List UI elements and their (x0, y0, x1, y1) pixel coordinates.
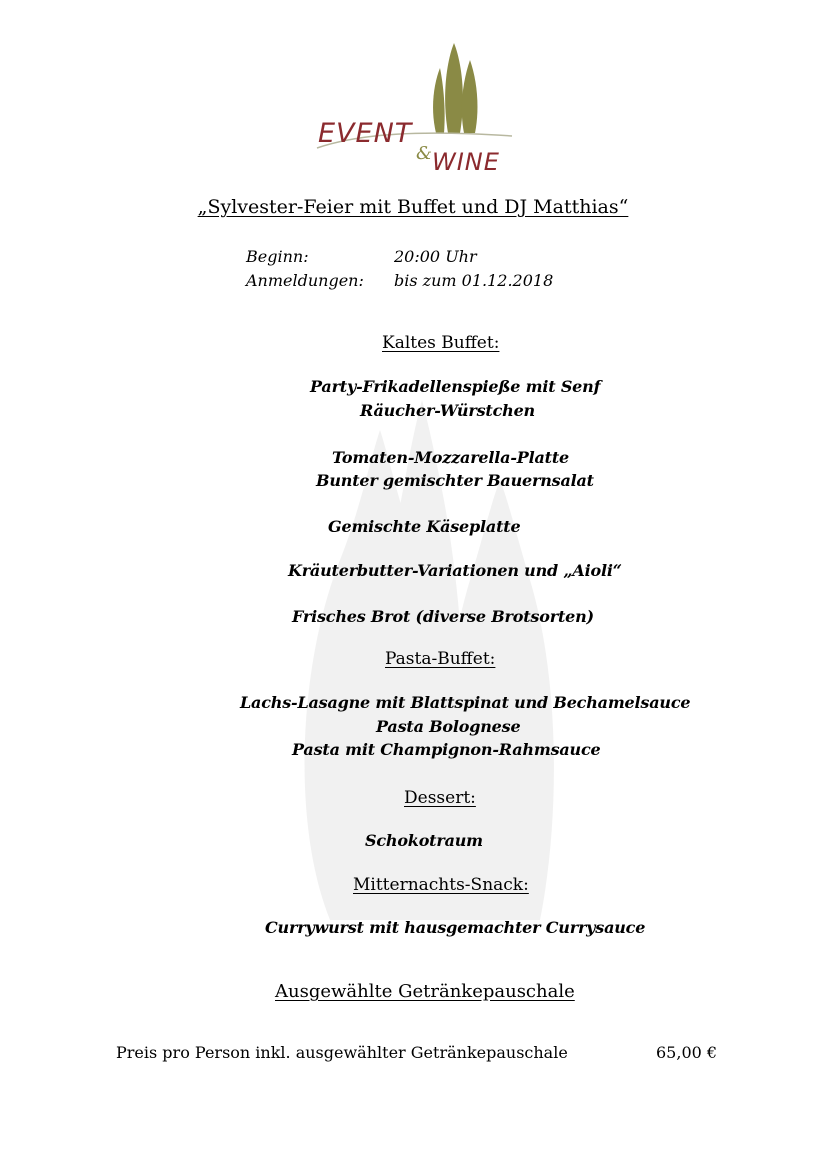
menu-item: Räucher-Würstchen (360, 401, 535, 420)
signup-value: bis zum 01.12.2018 (394, 271, 554, 290)
drinks-heading: Ausgewählte Getränkepauschale (275, 981, 575, 1002)
menu-item: Party-Frikadellenspieße mit Senf (310, 377, 601, 396)
pasta-buffet-heading: Pasta-Buffet: (385, 649, 496, 669)
menu-item: Pasta Bolognese (376, 717, 521, 736)
menu-item: Frisches Brot (diverse Brotsorten) (292, 607, 594, 626)
menu-item: Bunter gemischter Bauernsalat (316, 471, 594, 490)
menu-item: Schokotraum (365, 831, 483, 850)
menu-item: Tomaten-Mozzarella-Platte (332, 448, 570, 467)
menu-item: Pasta mit Champignon-Rahmsauce (292, 740, 601, 759)
page-title: „Sylvester-Feier mit Buffet und DJ Matthias“ (197, 196, 629, 218)
logo-ampersand: & (416, 143, 433, 164)
price-value: 65,00 € (656, 1043, 718, 1062)
start-label: Beginn: (246, 247, 309, 266)
start-value: 20:00 Uhr (394, 247, 477, 266)
logo-word-wine: WINE (432, 148, 500, 176)
event-wine-logo (312, 38, 522, 178)
menu-item: Gemischte Käseplatte (328, 517, 521, 536)
logo-tree-left (433, 68, 445, 133)
menu-item: Currywurst mit hausgemachter Currysauce (265, 918, 646, 937)
logo-tree-middle (445, 43, 463, 133)
menu-item: Kräuterbutter-Variationen und „Aioli“ (288, 561, 622, 580)
price-label: Preis pro Person inkl. ausgewählter Getränkepauschale (116, 1043, 568, 1062)
dessert-heading: Dessert: (404, 788, 476, 808)
signup-label: Anmeldungen: (246, 271, 364, 290)
logo-tree-right (462, 60, 478, 133)
menu-item: Lachs-Lasagne mit Blattspinat und Bechamelsauce (240, 693, 691, 712)
logo-word-event: EVENT (318, 118, 413, 149)
midnight-snack-heading: Mitternachts-Snack: (353, 875, 529, 895)
cold-buffet-heading: Kaltes Buffet: (382, 333, 500, 353)
